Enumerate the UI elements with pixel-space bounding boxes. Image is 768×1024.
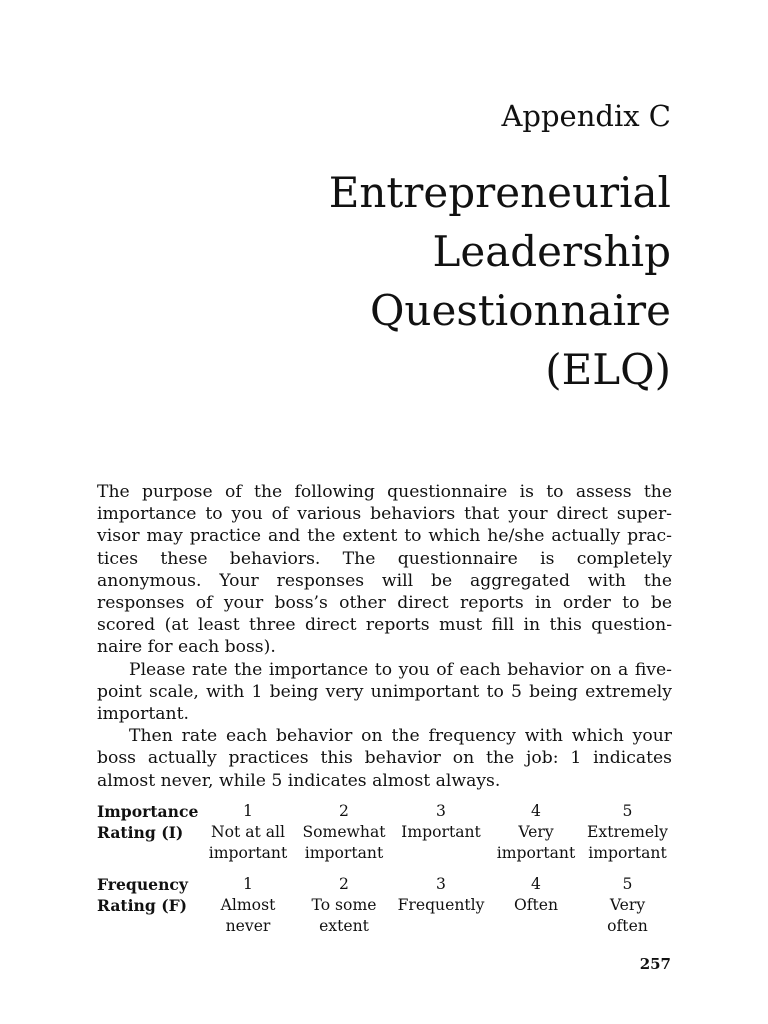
importance-number-row — [97, 801, 672, 822]
importance-level-desc: Important — [401, 823, 481, 841]
importance-level-number: 4 — [531, 802, 541, 820]
rating-scale-table — [97, 801, 672, 937]
frequency-rating-label: Rating (F) — [97, 896, 188, 915]
frequency-level-desc: To some extent — [311, 896, 377, 935]
title-line-4: (ELQ) — [545, 345, 671, 394]
title-line-1: Entrepreneurial — [328, 168, 671, 217]
title-line-2: Leadership — [432, 227, 671, 276]
frequency-level-desc: Very often — [607, 896, 648, 935]
intro-paragraph-1: The purpose of the following questionnaire is to assess the importance to you of various behaviors that your direct super-visor may practice and the extent to which he/she actually prac-tices these behaviors. The questionnaire is completely anonymous. Your responses will be aggregated with the responses of your boss’s other direct reports in order to be scored (at least three direct reports must fill in this question-naire for each boss). — [97, 482, 672, 658]
frequency-level-number: 1 — [243, 875, 253, 893]
page-title — [251, 163, 671, 399]
title-line-3: Questionnaire — [370, 286, 671, 335]
intro-paragraph-2: Please rate the importance to you of each behavior on a five-point scale, with 1 being very unimportant to 5 being extremely important. — [97, 659, 672, 725]
page-number: 257 — [639, 955, 671, 973]
importance-level-desc: Extremely important — [587, 823, 668, 862]
table-spacer — [97, 864, 672, 874]
frequency-level-desc: Frequently — [397, 896, 485, 914]
appendix-label: Appendix C — [501, 99, 671, 133]
frequency-level-number: 5 — [622, 875, 633, 893]
frequency-number-row — [97, 874, 672, 895]
importance-level-number: 3 — [436, 802, 446, 820]
importance-level-number: 2 — [339, 802, 349, 820]
frequency-level-desc: Almost never — [220, 896, 276, 935]
intro-paragraph-3: Then rate each behavior on the frequency with which your boss actually practices this behavior on the job: 1 indicates almost never, while 5 indicates almost always. — [97, 726, 672, 791]
frequency-level-desc: Often — [513, 896, 559, 914]
importance-level-number: 5 — [622, 802, 633, 820]
importance-label: Importance — [97, 802, 199, 821]
importance-level-number: 1 — [243, 802, 253, 820]
frequency-label: Frequency — [97, 875, 188, 894]
frequency-desc-row — [97, 895, 672, 937]
frequency-level-number: 3 — [436, 875, 446, 893]
frequency-level-number: 4 — [531, 875, 541, 893]
importance-desc-row — [97, 822, 672, 864]
importance-level-desc: Not at all important — [208, 823, 288, 862]
importance-level-desc: Very important — [496, 823, 576, 862]
intro-text — [97, 481, 672, 792]
frequency-level-number: 2 — [339, 875, 349, 893]
importance-level-desc: Somewhat important — [302, 823, 386, 862]
importance-rating-label: Rating (I) — [97, 823, 184, 842]
